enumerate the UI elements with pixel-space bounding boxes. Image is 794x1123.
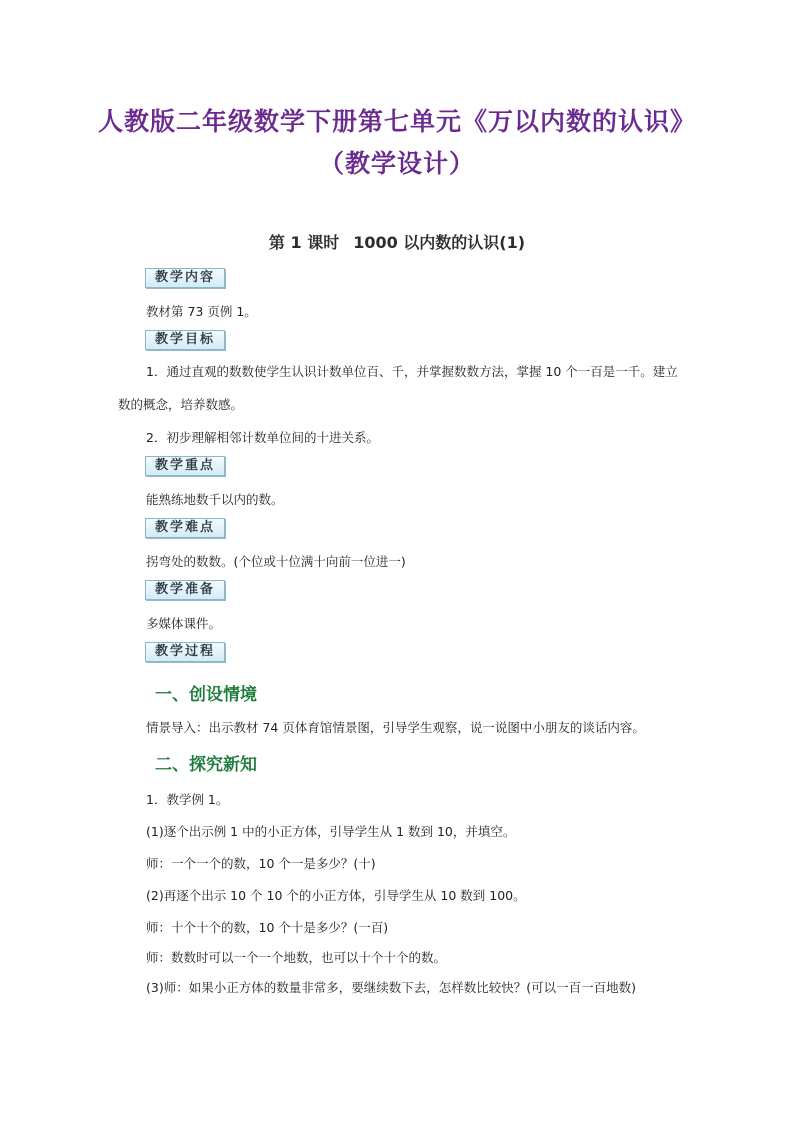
goals-tag: 教学目标 (145, 330, 225, 350)
key-points-tag: 教学重点 (145, 456, 225, 476)
key-points-text: 能熟练地数千以内的数。 (146, 492, 284, 507)
preparation-text: 多媒体课件。 (146, 616, 222, 631)
content-tag: 教学内容 (145, 268, 225, 288)
section-heading-explore: 二、探究新知 (155, 755, 257, 775)
document-subtitle: （教学设计） (318, 149, 475, 178)
explore-line-4: (2)再逐个出示 10 个 10 个的小正方体，引导学生从 10 数到 100。 (146, 888, 526, 903)
lesson-number: 第 1 课时 (268, 233, 340, 252)
context-text: 情景导入：出示教材 74 页体育馆情景图，引导学生观察，说一说图中小朋友的谈话内容。 (146, 720, 645, 735)
explore-line-6: 师：数数时可以一个一个地数，也可以十个十个的数。 (146, 950, 447, 965)
explore-line-2: (1)逐个出示例 1 中的小正方体，引导学生从 1 数到 10，并填空。 (146, 824, 516, 839)
explore-line-1: 1．教学例 1。 (146, 792, 229, 807)
difficulty-text: 拐弯处的数数。(个位或十位满十向前一位进一) (146, 554, 406, 569)
document-title: 人教版二年级数学下册第七单元《万以内数的认识》 (97, 107, 696, 136)
section-heading-context: 一、创设情境 (155, 685, 257, 705)
difficulty-tag: 教学难点 (145, 518, 225, 538)
content-text: 教材第 73 页例 1。 (146, 304, 257, 319)
explore-line-5: 师：十个十个的数，10 个十是多少？(一百) (146, 920, 389, 935)
preparation-tag: 教学准备 (145, 580, 225, 600)
explore-line-3: 师：一个一个的数，10 个一是多少？(十) (146, 856, 376, 871)
goal-1: 1．通过直观的数数使学生认识计数单位百、千，并掌握数数方法，掌握 10 个一百是一千。建立数的概念，培养数感。 (118, 364, 678, 412)
lesson-topic: 1000 以内数的认识(1) (353, 233, 526, 252)
process-tag: 教学过程 (145, 642, 225, 662)
explore-line-7: (3)师：如果小正方体的数量非常多，要继续数下去，怎样数比较快？(可以一百一百地数) (146, 980, 636, 995)
lesson-heading (0, 230, 794, 253)
goal-2: 2．初步理解相邻计数单位间的十进关系。 (146, 430, 379, 445)
